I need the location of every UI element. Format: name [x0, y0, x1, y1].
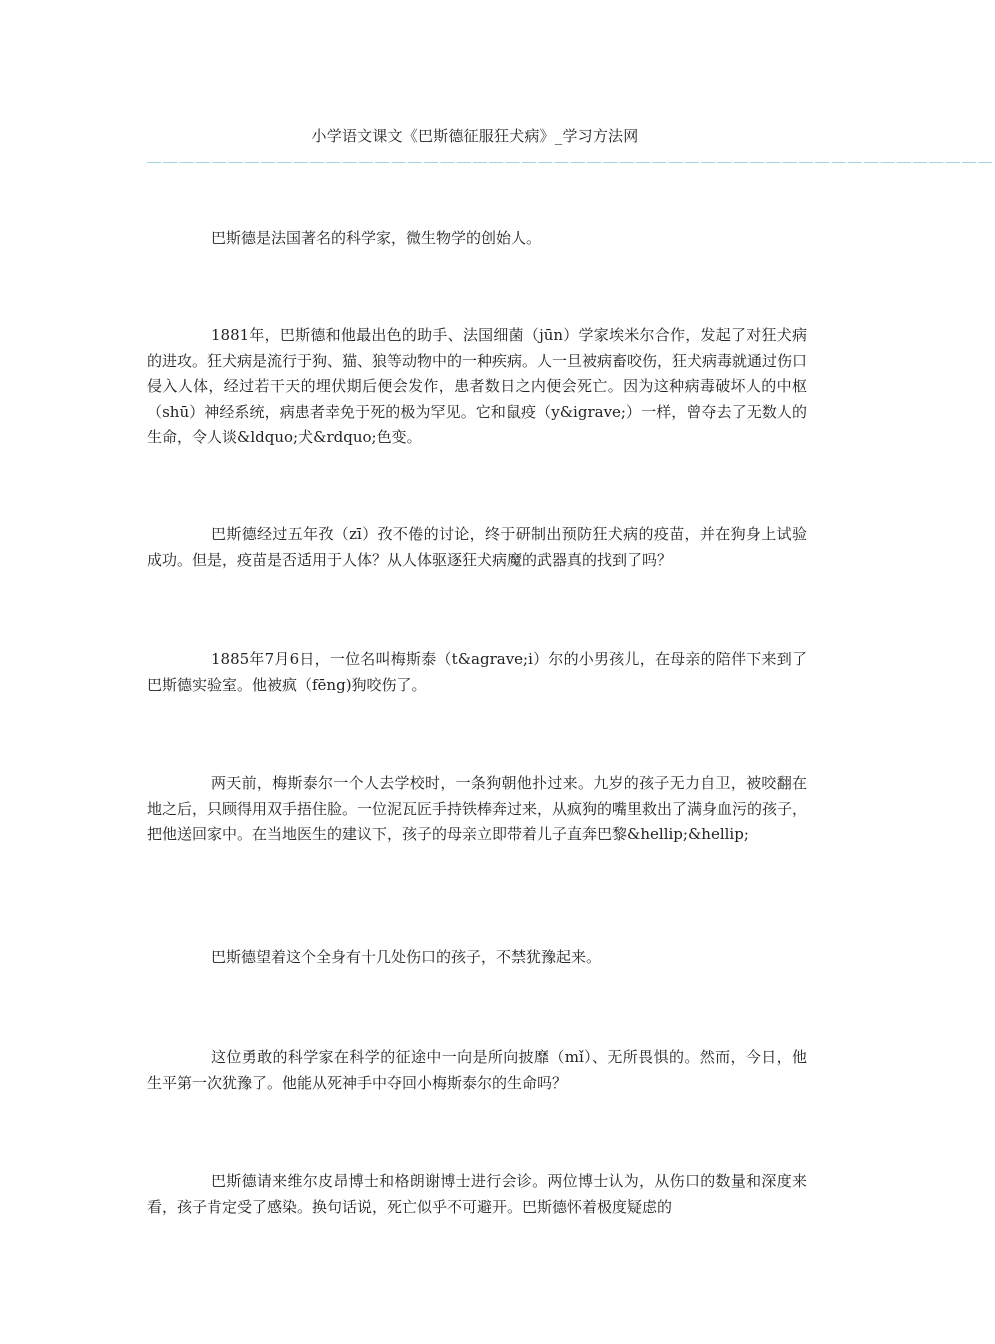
paragraph-7: 这位勇敢的科学家在科学的征途中一向是所向披靡（mǐ）、无所畏惧的。然而，今日，他生平第一次犹豫了。他能从死神手中夺回小梅斯泰尔的生命吗？ — [147, 1048, 807, 1092]
title-divider: ＿＿＿＿＿＿＿＿＿＿＿＿＿＿＿＿＿＿＿＿＿＿＿＿＿＿＿＿＿＿＿＿＿＿＿＿＿＿＿＿＿＿＿＿＿＿＿＿＿＿＿＿ — [147, 149, 995, 165]
paragraph-1: 巴斯德是法国著名的科学家，微生物学的创始人。 — [211, 229, 542, 247]
paragraph-6: 巴斯德望着这个全身有十几处伤口的孩子，不禁犹豫起来。 — [211, 948, 602, 966]
paragraph-3: 巴斯德经过五年孜（zī）孜不倦的讨论，终于研制出预防狂犬病的疫苗，并在狗身上试验成功。但是，疫苗是否适用于人体？从人体驱逐狂犬病魔的武器真的找到了吗？ — [147, 525, 807, 569]
paragraph-5: 两天前，梅斯泰尔一个人去学校时，一条狗朝他扑过来。九岁的孩子无力自卫，被咬翻在地之后，只顾得用双手捂住脸。一位泥瓦匠手持铁棒奔过来，从疯狗的嘴里救出了满身血污的孩子，把他送回家中。在当地医生的建议下，孩子的母亲立即带着儿子直奔巴黎&hellip;&hellip; — [147, 774, 808, 843]
paragraph-8: 巴斯德请来维尔皮昂博士和格朗谢博士进行会诊。两位博士认为，从伤口的数量和深度来看，孩子肯定受了感染。换句话说，死亡似乎不可避开。巴斯德怀着极度疑虑的 — [147, 1172, 807, 1216]
paragraph-4: 1885年7月6日，一位名叫梅斯泰（t&agrave;i）尔的小男孩儿，在母亲的陪伴下来到了巴斯德实验室。他被疯（fēng)狗咬伤了。 — [147, 650, 807, 694]
document-title: 小学语文课文《巴斯德征服狂犬病》_学习方法网 — [311, 127, 639, 145]
paragraph-2: 1881年，巴斯德和他最出色的助手、法国细菌（jūn）学家埃米尔合作，发起了对狂犬病的进攻。狂犬病是流行于狗、猫、狼等动物中的一种疾病。人一旦被病畜咬伤，狂犬病毒就通过伤口侵入人体，经过若干天的埋伏期后便会发作，患者数日之内便会死亡。因为这种病毒破坏人的中枢（shū）神经系统，病患者幸免于死的极为罕见。它和鼠疫（y&igrave;）一样，曾夺去了无数人的生命，令人谈&ldquo;犬&rdquo;色变。 — [147, 326, 808, 446]
